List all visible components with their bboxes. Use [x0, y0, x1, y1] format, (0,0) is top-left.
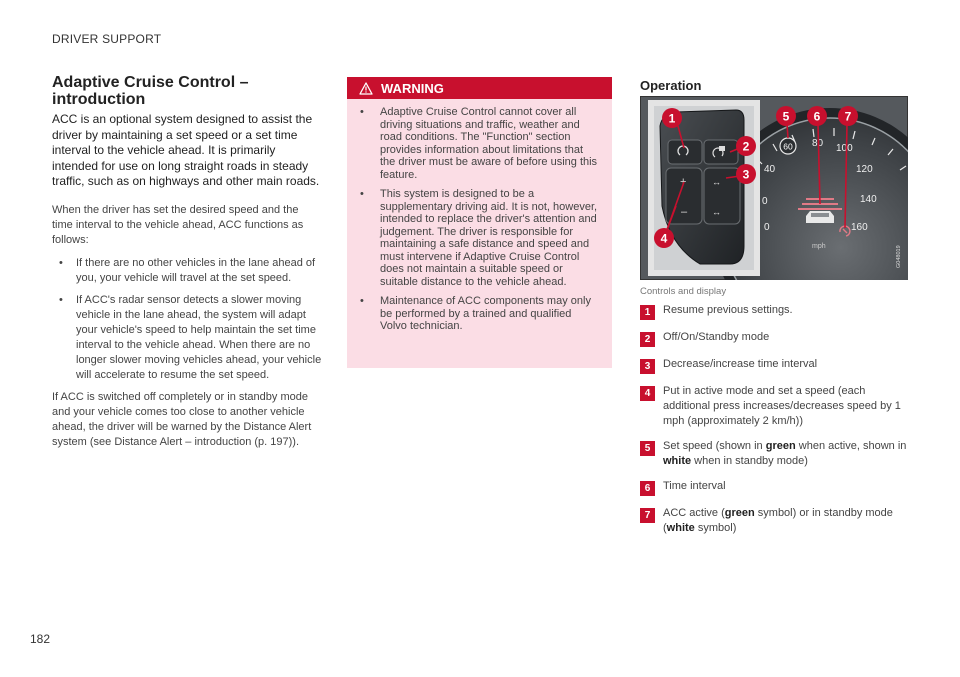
callout-1: 1 [668, 111, 676, 126]
svg-text:–: – [681, 206, 688, 218]
intro-bullet-list [52, 256, 322, 383]
item-number: 7 [640, 508, 655, 523]
on-off-button-illustration [704, 140, 738, 164]
list-item [640, 384, 910, 429]
intro-lead: ACC is an optional system designed to assist the driver by maintaining a set speed or a set time interval to the vehicle ahead. It is primarily intended for use on long straight roads in steady traffic, such as on highways and other main roads. [52, 112, 320, 188]
intro-paragraph-2: If ACC is switched off completely or in standby mode and your vehicle comes too close to another vehicle ahead, the driver will be warned by the Distance Alert system (see Distance Alert – introduction (p. 197)). [52, 390, 312, 448]
unit-label: mph [812, 243, 826, 250]
intro-column [52, 74, 322, 458]
callout-6: 6 [813, 109, 821, 124]
list-item: • If ACC's radar sensor detects a slower moving vehicle in the lane ahead, the system will adapt your vehicle's speed to help maintain the set time interval to the vehicle ahead. When there are no longer slower moving vehicles ahead, your vehicle will accelerate to resume the set speed. [52, 293, 322, 383]
list-item [640, 439, 910, 469]
warning-box [347, 77, 612, 368]
list-item [640, 357, 910, 374]
controls-display-illustration [640, 96, 908, 280]
operation-heading: Operation [640, 78, 702, 93]
item-text: Decrease/increase time interval [663, 358, 818, 370]
item-text: Set speed (shown in green when active, shown in white when in standby mode) [663, 440, 907, 467]
item-text: Off/On/Standby mode [663, 331, 770, 343]
set-speed-value: 60 [783, 141, 793, 152]
page-title: Adaptive Cruise Control – introduction [52, 74, 249, 108]
svg-text:↔: ↔ [712, 177, 721, 187]
list-item [640, 479, 910, 496]
item-number: 3 [640, 359, 655, 374]
item-number: 4 [640, 386, 655, 401]
item-text: ACC active (green symbol) or in standby mode (white symbol) [663, 507, 893, 534]
item-number: 2 [640, 332, 655, 347]
speed-label-120: 120 [856, 164, 873, 175]
list-item: • This system is designed to be a supplementary driving aid. It is not, however, intended to replace the driver's attention and judgement. The driver is responsible for maintaining a safe distance and speed and must intervene if Adaptive Cruise Control does not maintain a suitable speed or suitable distance to the vehicle ahead. [347, 188, 600, 288]
list-item: • If there are no other vehicles in the lane ahead of you, your vehicle will travel at the set speed. [52, 256, 322, 286]
warning-triangle-icon [359, 82, 373, 95]
intro-paragraph: When the driver has set the desired speed and the time interval to the vehicle ahead, ACC functions as follows: [52, 203, 304, 246]
figure-caption: Controls and display [640, 286, 727, 297]
item-text: Put in active mode and set a speed (each additional press increases/decreases speed by 1 mph (approximately 2 km/h)) [663, 385, 901, 427]
resume-button-illustration [668, 140, 702, 164]
image-code: G048019 [896, 245, 902, 268]
item-number: 5 [640, 441, 655, 456]
speed-label-140: 140 [860, 194, 877, 205]
warning-header [347, 77, 612, 99]
speed-label-160: 160 [851, 222, 868, 233]
list-item [640, 330, 910, 347]
speed-label-0-top: 0 [762, 196, 768, 207]
warning-bullet-list [347, 106, 612, 333]
speed-label-80: 80 [812, 138, 824, 149]
operation-column [640, 74, 920, 93]
list-item [640, 506, 910, 536]
list-item: • Adaptive Cruise Control cannot cover all driving situations and traffic, weather and road conditions. The "Function" section provides information about limitations that the driver must be aware of before using this feature. [347, 106, 600, 181]
warning-title: WARNING [381, 80, 444, 96]
speed-label-40: 40 [764, 164, 776, 175]
item-text: Time interval [663, 480, 726, 492]
speed-label-0-bottom: 0 [764, 222, 770, 233]
callout-2: 2 [742, 139, 750, 154]
svg-text:+: + [680, 176, 687, 188]
page-number: 182 [30, 632, 51, 646]
section-header: DRIVER SUPPORT [52, 32, 162, 46]
callout-3: 3 [742, 167, 750, 182]
item-number: 1 [640, 305, 655, 320]
item-text: Resume previous settings. [663, 304, 793, 316]
svg-text:↔: ↔ [712, 207, 721, 217]
speed-label-100: 100 [836, 143, 853, 154]
callout-5: 5 [782, 109, 790, 124]
list-item: • Maintenance of ACC components may only be performed by a trained and qualified Volvo technician. [347, 295, 600, 333]
list-item [640, 303, 910, 320]
callout-4: 4 [660, 231, 668, 246]
callout-legend [640, 303, 910, 546]
callout-7: 7 [844, 109, 852, 124]
item-number: 6 [640, 481, 655, 496]
